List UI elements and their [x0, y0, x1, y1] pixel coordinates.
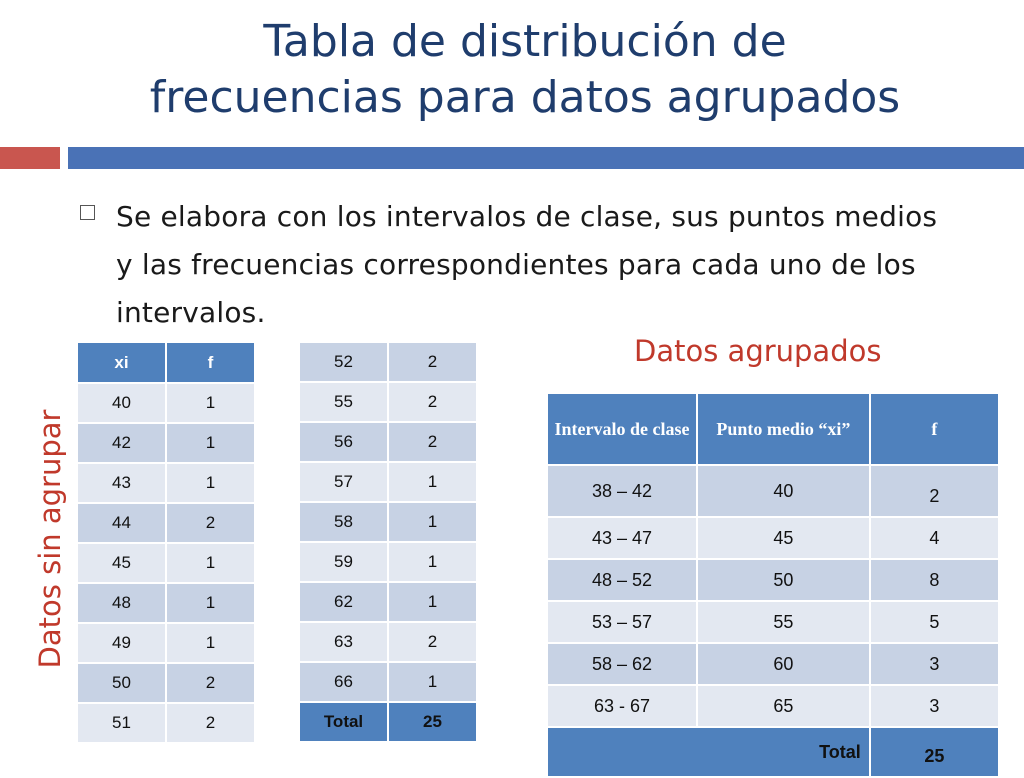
header-intervalo: Intervalo de clase — [547, 393, 697, 465]
header-f: f — [870, 393, 999, 465]
total-value: 25 — [870, 727, 999, 777]
cell-punto-medio: 55 — [697, 601, 870, 643]
cell-xi: 66 — [299, 662, 388, 702]
cell-punto-medio: 50 — [697, 559, 870, 601]
label-datos-agrupados: Datos agrupados — [634, 334, 882, 368]
table-row — [299, 382, 477, 422]
cell-xi: 43 — [77, 463, 166, 503]
total-label: Total — [299, 702, 388, 742]
cell-f: 3 — [870, 685, 999, 727]
cell-f: 2 — [388, 382, 477, 422]
table-row — [77, 423, 255, 463]
bullet-square-icon — [80, 205, 95, 220]
cell-f: 2 — [388, 622, 477, 662]
title-line-1: Tabla de distribución de — [263, 16, 787, 67]
table-header-row — [77, 342, 255, 383]
table-row — [299, 462, 477, 502]
table-row — [299, 422, 477, 462]
cell-f: 1 — [166, 463, 255, 503]
cell-xi: 59 — [299, 542, 388, 582]
total-row — [299, 702, 477, 742]
table-row — [77, 543, 255, 583]
slide-title — [60, 14, 990, 126]
table-row — [299, 582, 477, 622]
cell-xi: 45 — [77, 543, 166, 583]
table-row — [77, 703, 255, 743]
grouped-frequency-table — [546, 392, 1000, 778]
cell-xi: 48 — [77, 583, 166, 623]
table-row — [77, 383, 255, 423]
cell-xi: 58 — [299, 502, 388, 542]
table-row — [547, 643, 999, 685]
cell-xi: 62 — [299, 582, 388, 622]
table-row — [547, 517, 999, 559]
cell-f: 1 — [166, 623, 255, 663]
cell-f: 1 — [166, 543, 255, 583]
table-row — [299, 542, 477, 582]
title-accent-bar-blue — [68, 147, 1024, 169]
cell-f: 1 — [388, 582, 477, 622]
cell-f: 2 — [388, 422, 477, 462]
bullet-text: Se elabora con los intervalos de clase, sus puntos medios y las frecuencias correspondientes para cada uno de los intervalos. — [116, 200, 938, 329]
cell-xi: 56 — [299, 422, 388, 462]
table-row — [77, 503, 255, 543]
cell-f: 1 — [166, 383, 255, 423]
cell-intervalo: 43 – 47 — [547, 517, 697, 559]
cell-intervalo: 58 – 62 — [547, 643, 697, 685]
ungrouped-table-right — [298, 341, 478, 743]
cell-f: 1 — [388, 502, 477, 542]
table-row — [299, 622, 477, 662]
title-accent-bar-red — [0, 147, 60, 169]
cell-f: 2 — [166, 663, 255, 703]
cell-xi: 49 — [77, 623, 166, 663]
cell-xi: 57 — [299, 462, 388, 502]
cell-xi: 51 — [77, 703, 166, 743]
table-row — [299, 342, 477, 382]
cell-f: 5 — [870, 601, 999, 643]
table-row — [547, 685, 999, 727]
cell-f: 2 — [870, 465, 999, 517]
cell-xi: 63 — [299, 622, 388, 662]
cell-f: 2 — [166, 503, 255, 543]
table-row — [299, 662, 477, 702]
cell-intervalo: 53 – 57 — [547, 601, 697, 643]
cell-intervalo: 63 - 67 — [547, 685, 697, 727]
ungrouped-table-left — [76, 341, 256, 744]
cell-intervalo: 48 – 52 — [547, 559, 697, 601]
title-line-2: frecuencias para datos agrupados — [149, 72, 901, 123]
cell-intervalo: 38 – 42 — [547, 465, 697, 517]
total-value: 25 — [388, 702, 477, 742]
label-datos-sin-agrupar-text: Datos sin agrupar — [33, 409, 67, 669]
cell-punto-medio: 60 — [697, 643, 870, 685]
table-row — [299, 502, 477, 542]
cell-xi: 55 — [299, 382, 388, 422]
cell-punto-medio: 40 — [697, 465, 870, 517]
total-label: Total — [547, 727, 870, 777]
cell-xi: 52 — [299, 342, 388, 382]
table-header-row — [547, 393, 999, 465]
header-f: f — [166, 342, 255, 383]
table-row — [547, 465, 999, 517]
cell-xi: 44 — [77, 503, 166, 543]
cell-xi: 50 — [77, 663, 166, 703]
cell-f: 4 — [870, 517, 999, 559]
table-row — [77, 463, 255, 503]
table-row — [77, 663, 255, 703]
total-row — [547, 727, 999, 777]
header-punto-medio: Punto medio “xi” — [697, 393, 870, 465]
cell-f: 1 — [388, 542, 477, 582]
cell-f: 8 — [870, 559, 999, 601]
cell-f: 1 — [388, 462, 477, 502]
cell-xi: 40 — [77, 383, 166, 423]
cell-f: 2 — [388, 342, 477, 382]
table-row — [77, 583, 255, 623]
table-row — [77, 623, 255, 663]
cell-punto-medio: 65 — [697, 685, 870, 727]
header-xi: xi — [77, 342, 166, 383]
cell-f: 1 — [166, 423, 255, 463]
table-row — [547, 601, 999, 643]
cell-f: 1 — [166, 583, 255, 623]
table-row — [547, 559, 999, 601]
cell-f: 1 — [388, 662, 477, 702]
cell-punto-medio: 45 — [697, 517, 870, 559]
cell-xi: 42 — [77, 423, 166, 463]
cell-f: 3 — [870, 643, 999, 685]
cell-f: 2 — [166, 703, 255, 743]
